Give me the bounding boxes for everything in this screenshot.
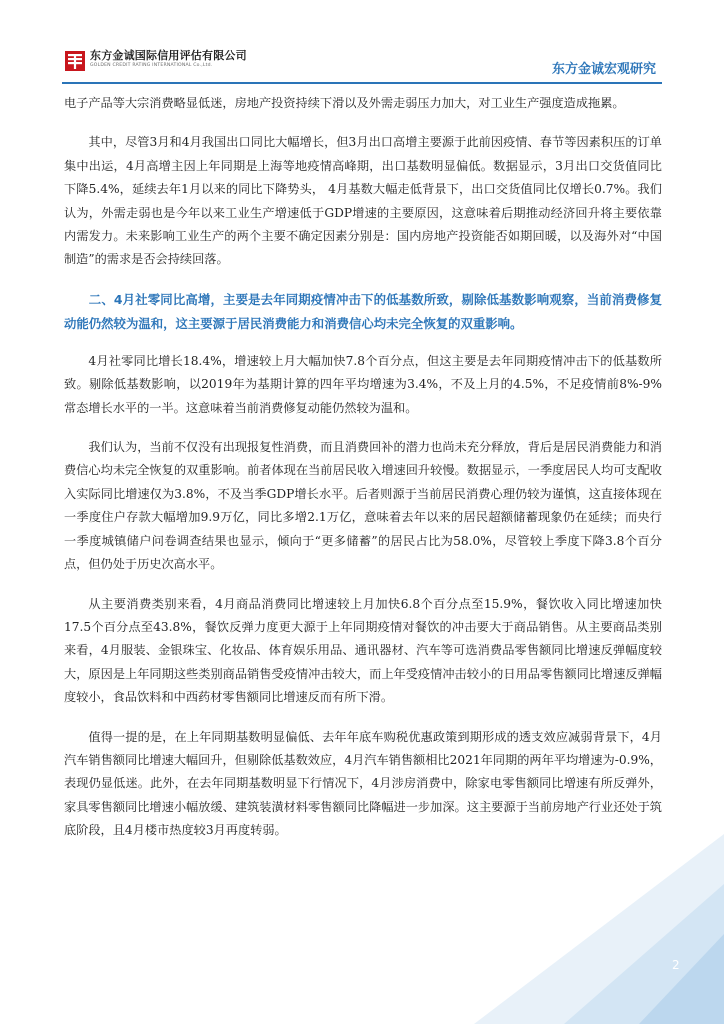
section-heading: 二、4月社零同比高增，主要是去年同期疫情冲击下的低基数所致，剔除低基数影响观察，当前消费修复动能仍然较为温和，这主要源于居民消费能力和消费信心均未完全恢复的双重影响。	[64, 291, 662, 331]
company-name	[90, 50, 247, 69]
page-header	[64, 50, 660, 82]
body-paragraph: 其中，尽管3月和4月我国出口同比大幅增长，但3月出口高增主要源于此前因疫情、春节等因素积压的订单集中出运，4月高增主因上年同期是上海等地疫情高峰期，出口基数明显偏低。数据显示，3月出口交货值同比下降5.4%，延续去年1月以来的同比下降势头， 4月基数大幅走低背景下，出口交货值同比仅增长0.7%。我们认为，外需走弱也是今年以来工业生产增速低于GDP增速的主要原因，这意味着后期推动经济回升将主要依靠内需发力。未来影响工业生产的两个主要不确定因素分别是：国内房地产投资能否如期回暖，以及海外对“中国制造”的需求是否会持续回落。	[64, 135, 662, 267]
body-paragraph: 电子产品等大宗消费略显低迷，房地产投资持续下滑以及外需走弱压力加大，对工业生产强度造成拖累。	[64, 96, 625, 110]
company-logo-icon	[64, 50, 86, 72]
company-logo	[64, 50, 247, 72]
body-paragraph: 4月社零同比增长18.4%，增速较上月大幅加快7.8个百分点，但这主要是去年同期疫情冲击下的低基数所致。剔除低基数影响，以2019年为基期计算的四年平均增速为3.4%，不及上月的4.5%，不足疫情前8%-9%常态增长水平的一半。这意味着当前消费修复动能仍然较为温和。	[64, 353, 662, 415]
body-paragraph: 值得一提的是，在上年同期基数明显偏低、去年年底车购税优惠政策到期形成的透支效应减弱背景下，4月汽车销售额同比增速大幅回升，但剔除低基数效应，4月汽车销售额相比2021年同期的两年平均增速为-0.9%，表现仍显低迷。此外，在去年同期基数明显下行情况下，4月涉房消费中，除家电零售额同比增速有所反弹外，家具零售额同比增速小幅放缓、建筑装潢材料零售额同比降幅进一步加深。这主要源于当前房地产行业还处于筑底阶段，且4月楼市热度较3月再度转弱。	[64, 729, 662, 838]
page-number: 2	[672, 958, 680, 972]
body-paragraph: 我们认为，当前不仅没有出现报复性消费，而且消费回补的潜力也尚未充分释放，背后是居民消费能力和消费信心均未完全恢复的双重影响。前者体现在当前居民收入增速回升较慢。数据显示，一季度居民人均可支配收入实际同比增速仅为3.8%，不及当季GDP增长水平。后者则源于当前居民消费心理仍较为谨慎，这直接体现在一季度住户存款大幅增加9.9万亿，同比多增2.1万亿，意味着去年以来的居民超额储蓄现象仍在延续；而央行一季度城镇储户问卷调查结果也显示，倾向于“更多储蓄”的居民占比为58.0%，尽管较上季度下降3.8个百分点，但仍处于历史次高水平。	[64, 440, 662, 572]
header-divider	[62, 82, 662, 84]
company-name-cn: 东方金诚国际信用评估有限公司	[90, 49, 247, 62]
corner-decoration	[454, 814, 724, 1024]
company-name-en: GOLDEN CREDIT RATING INTERNATIONAL Co.,Ltd.	[90, 63, 213, 68]
section-title: 东方金诚宏观研究	[551, 62, 656, 77]
document-body	[64, 92, 662, 859]
body-paragraph: 从主要消费类别来看，4月商品消费同比增速较上月加快6.8个百分点至15.9%，餐饮收入同比增速加快17.5个百分点至43.8%，餐饮反弹力度更大源于上年同期疫情对餐饮的冲击要大于商品销售。从主要商品类别来看，4月服装、金银珠宝、化妆品、体育娱乐用品、通讯器材、汽车等可选消费品零售额同比增速反弹幅度较大，原因是上年同期这些类别商品销售受疫情冲击较大，而上年受疫情冲击较小的日用品零售额同比增速反弹幅度较小，食品饮料和中西药材零售额同比增速反而有所下滑。	[64, 596, 662, 705]
